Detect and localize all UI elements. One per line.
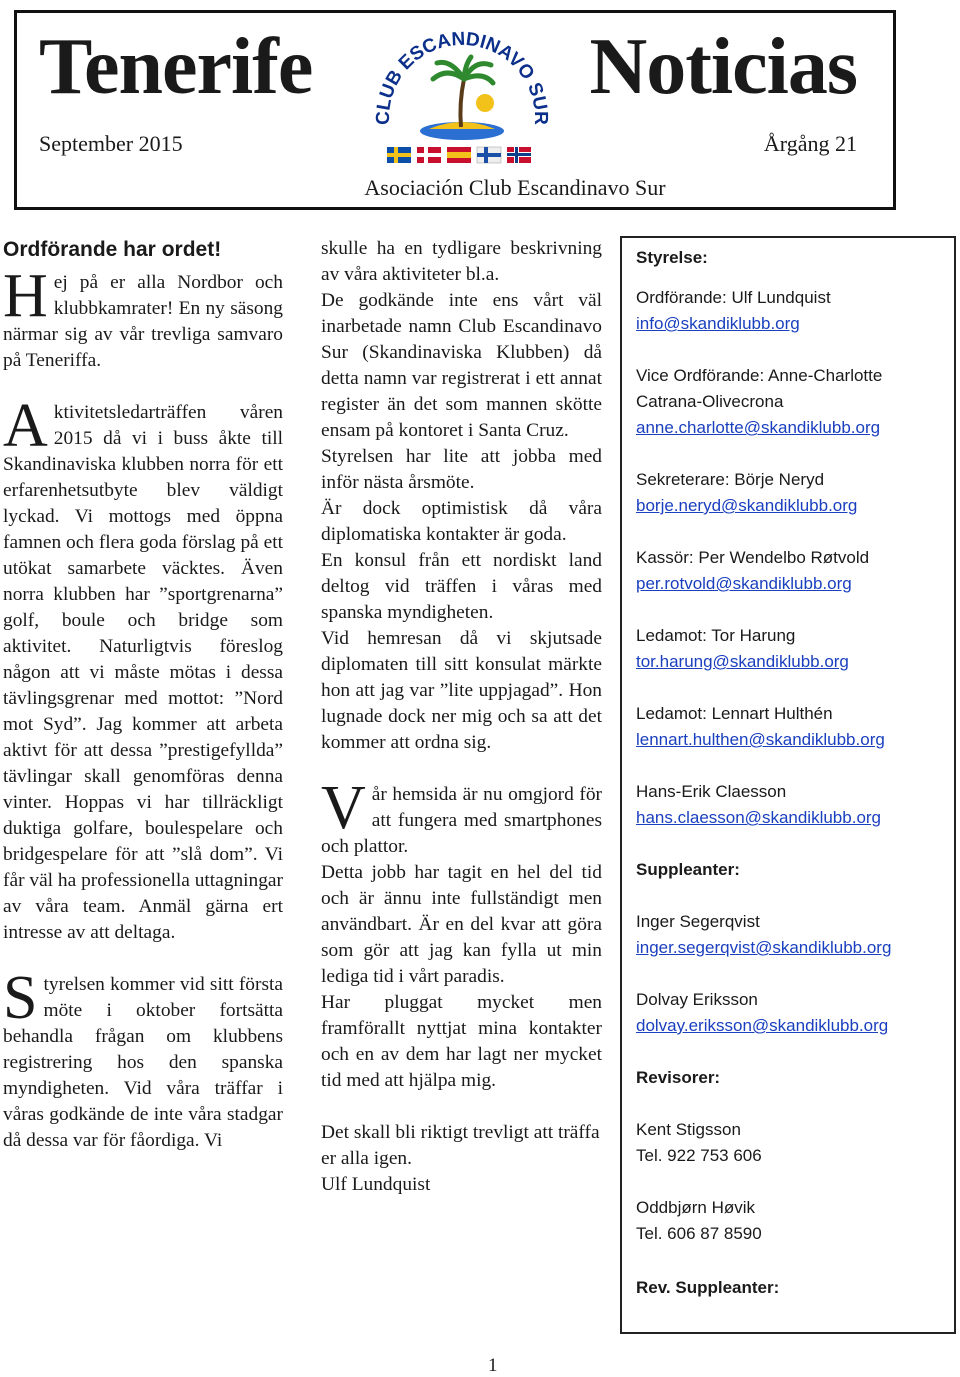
board-line-kent-stigsson: Kent Stigsson bbox=[636, 1120, 741, 1139]
dropcap-a: A bbox=[3, 392, 48, 460]
board-line-dolvay-eriksson: Dolvay Eriksson bbox=[636, 990, 758, 1009]
email-link-lennart-hulthen-skandiklubb-org[interactable]: lennart.hulthen@skandiklubb.org bbox=[636, 730, 885, 749]
paragraph-homeward: Vid hemresan då vi skjutsade diplomaten till sitt konsulat märkte hon att jag var ”lite uppjagad”. Hon lugnade dock ner mig och sa att det kommer att ordna sig. bbox=[321, 628, 602, 753]
paragraph-closing: Det skall bli riktigt trevligt att träffa er alla igen. bbox=[321, 1122, 600, 1169]
section-header-revisorer: Revisorer: bbox=[636, 1068, 721, 1087]
board-line-sekreterare-b-rje-neryd: Sekreterare: Börje Neryd bbox=[636, 470, 825, 489]
nordic-flags-icon bbox=[387, 147, 531, 163]
sun-icon bbox=[476, 94, 494, 112]
signature: Ulf Lundquist bbox=[321, 1174, 431, 1195]
title-noticias: Noticias bbox=[589, 23, 857, 111]
organization-name: Asociación Club Escandinavo Sur bbox=[364, 175, 666, 200]
section-header-rev-suppleanter: Rev. Suppleanter: bbox=[636, 1278, 780, 1297]
paragraph-consul: En konsul från ett nordiskt land deltog vid träffen i våras med spanska myndigheten. bbox=[321, 550, 602, 623]
email-link-tor-harung-skandiklubb-org[interactable]: tor.harung@skandiklubb.org bbox=[636, 652, 849, 671]
email-link-anne-charlotte-skandiklubb-org[interactable]: anne.charlotte@skandiklubb.org bbox=[636, 418, 881, 437]
email-link-hans-claesson-skandiklubb-org[interactable]: hans.claesson@skandiklubb.org bbox=[636, 808, 882, 827]
board-line-ledamot-lennart-hulth-n: Ledamot: Lennart Hulthén bbox=[636, 704, 833, 723]
paragraph-website bbox=[321, 774, 602, 860]
paragraph-board-continued: skulle ha en tydligare beskrivning av våra aktiviteter bl.a. bbox=[321, 238, 602, 285]
paragraph-work: Styrelsen har lite att jobba med inför nästa årsmöte. bbox=[321, 446, 602, 493]
paragraph-board-text: tyrelsen kommer vid sitt första möte i oktober fortsätta behandla frågan om klubbens registrering hos den spanska myndigheten. Vid våra träffar i våras godkände de inte våra stadgar då dessa var för fåordiga. Vi bbox=[3, 974, 283, 1151]
palm-trunk-icon bbox=[460, 79, 464, 127]
board-line-ordf-rande-ulf-lundquist: Ordförande: Ulf Lundquist bbox=[636, 288, 831, 307]
issue-date: September 2015 bbox=[39, 131, 183, 156]
paragraph-optimism: Är dock optimistisk då våra diplomatiska kontakter är goda. bbox=[321, 498, 602, 545]
board-line-catrana-olivecrona: Catrana-Olivecrona bbox=[636, 392, 784, 411]
section-header-styrelse: Styrelse: bbox=[636, 248, 708, 267]
issue-volume: Årgång 21 bbox=[763, 131, 857, 156]
dropcap-v: V bbox=[321, 774, 366, 842]
logo-text: CLUB ESCANDINAVO SUR bbox=[372, 28, 552, 125]
paragraph-website-text: år hemsida är nu omgjord för att fungera med smartphones och plattor. bbox=[321, 784, 602, 857]
paragraph-activities-text: ktivitetsledarträffen våren 2015 då vi i buss åkte till Skandinaviska klubben norra för ett erfarenhetsutbyte blev väldigt lyckad. Vi mottogs med öppna famnen och flera goda förslag på ett utökat samarbete väcktes. Även norra klubben har ”sportgrenarna” golf, boule och bridge som aktivitet. Naturligtvis föreslog någon att vi måste mötas i dessa tävlingsgrenar med mottot: ”Nord mot Syd”. Jag kommer att arbeta aktivt för att dessa ”prestigefyllda” tävlingar skall genomföras denna vinter. Hoppas vi har tillräckligt duktiga golfare, boulespelare och bridgespelare för att ”slå dom”. Vi får väl ha professionella uttagningar av våra team. Anmäl gärna ert intresse av att deltaga. bbox=[3, 402, 283, 943]
board-line-oddbj-rn-h-vik: Oddbjørn Høvik bbox=[636, 1198, 756, 1217]
paragraph-greeting-text: ej på er alla Nordbor och klubbkamrater! En ny säsong närmar sig av vår trevliga samvaro på Teneriffa. bbox=[3, 272, 283, 371]
paragraph-job: Detta jobb har tagit en hel del tid och är ännu inte fullständigt men användbart. Är en del kvar att göra som gör att jag kan fylla ut min lediga tid i vårt paradis. bbox=[321, 862, 602, 987]
paragraph-board bbox=[3, 964, 283, 1154]
palm-leaves-icon bbox=[433, 57, 493, 83]
masthead bbox=[14, 10, 896, 210]
section-header-suppleanter: Suppleanter: bbox=[636, 860, 740, 879]
email-link-inger-segerqvist-skandiklubb-org[interactable]: inger.segerqvist@skandiklubb.org bbox=[636, 938, 892, 957]
email-link-borje-neryd-skandiklubb-org[interactable]: borje.neryd@skandiklubb.org bbox=[636, 496, 858, 515]
dropcap-h: H bbox=[3, 262, 48, 330]
email-link-dolvay-eriksson-skandiklubb-org[interactable]: dolvay.eriksson@skandiklubb.org bbox=[636, 1016, 889, 1035]
dropcap-s: S bbox=[3, 964, 38, 1032]
board-line-tel-922-753-606: Tel. 922 753 606 bbox=[636, 1146, 762, 1165]
email-link-info-skandiklubb-org[interactable]: info@skandiklubb.org bbox=[636, 314, 800, 333]
board-line-kass-r-per-wendelbo-r-tvold: Kassör: Per Wendelbo Røtvold bbox=[636, 548, 870, 567]
paragraph-contacts: Har pluggat mycket men framförallt nyttjat mina kontakter och en av dem har lagt ner mycket tid med att hjälpa mig. bbox=[321, 992, 602, 1091]
article-column-2 bbox=[321, 236, 602, 1198]
page-number: 1 bbox=[488, 1355, 498, 1376]
club-logo bbox=[367, 23, 557, 173]
paragraph-activities bbox=[3, 392, 283, 946]
board-line-hans-erik-claesson: Hans-Erik Claesson bbox=[636, 782, 787, 801]
email-link-per-rotvold-skandiklubb-org[interactable]: per.rotvold@skandiklubb.org bbox=[636, 574, 852, 593]
board-line-inger-segerqvist: Inger Segerqvist bbox=[636, 912, 760, 931]
article-headline: Ordförande har ordet! bbox=[3, 238, 222, 261]
board-line-vice-ordf-rande-anne-charlotte: Vice Ordförande: Anne-Charlotte bbox=[636, 366, 883, 385]
paragraph-name: De godkände inte ens vårt väl inarbetade namn Club Escandinavo Sur (Skandinaviska Klubben) då detta namn var registrerat i ett annat register än det som mannen skötte ensam på kontoret i Santa Cruz. bbox=[321, 290, 602, 441]
article-column-1 bbox=[3, 236, 283, 1154]
paragraph-greeting bbox=[3, 262, 283, 374]
board-contacts-box bbox=[620, 236, 956, 1334]
board-line-tel-606-87-8590: Tel. 606 87 8590 bbox=[636, 1224, 762, 1243]
board-line-ledamot-tor-harung: Ledamot: Tor Harung bbox=[636, 626, 796, 645]
title-tenerife: Tenerife bbox=[39, 23, 313, 111]
